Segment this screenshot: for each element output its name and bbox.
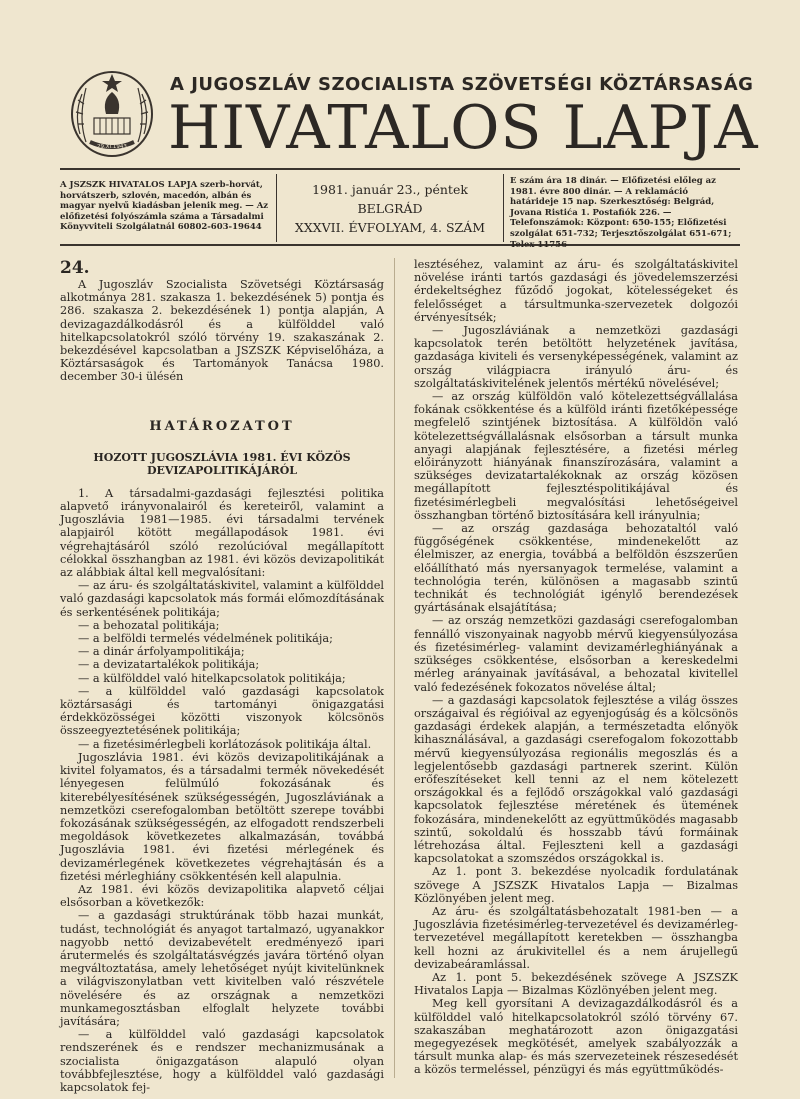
decision-number: 24. (60, 258, 90, 278)
issue-volume: XXXVII. ÉVFOLYAM, 4. SZÁM (294, 220, 486, 235)
left-column (60, 258, 384, 1094)
paragraph: — a gazdasági struktúrának több hazai munkát, tudást, technológiát és anyagot tartalmazó, ugyanakkor nagyobb nettó devizabevételt eredményező ipari árutermelés és szolgáltatásvégzés javára történő olyan megváltoztatása, amely lehetőséget nyújt kivitelünknek a világviszonylatban vett kivitelben való részvétele növelésére és az országnak a nemzetközi munkamegosztásban elfoglalt helyzete további javítására; (60, 909, 384, 1028)
publisher-info: A JSZSZK HIVATALOS LAPJA szerb-horvát, horvátszerb, szlovén, macedón, albán és magyar nyelvű kiadásban jelenik meg. — Az előfizetési folyószámla száma a Társadalmi Könyvviteli Szolgálatnál 60802-603-19644 (60, 180, 269, 232)
paragraph: lesztéséhez, valamint az áru- és szolgáltatáskivitel növelése iránti tartós gazdasági és jövedelemszerzési érdekeltséghez fűződő jogokat, kötelességeket és felelősséget a társultmunka-szervezetek dolgozói érvényesítsék; (414, 258, 738, 324)
paragraph: — Jugoszláviának a nemzetközi gazdasági kapcsolatok terén betöltött helyzetének javítása, gazdasága kiviteli és versenyképességének, valamint az ország világpiacra irányuló áru- és szolgáltatáskivitelének jelentős mértékű növelésével; (414, 324, 738, 390)
paragraph: — a külfölddel való gazdasági kapcsolatok köztársasági és tartományi önigazgatási érdekközösségei közötti viszonyok kölcsönös összeegyeztetésének politikája; (60, 684, 384, 738)
decision-heading: HATÁROZATOT (149, 418, 295, 434)
emblem-date-text: 29.XI.1943 (97, 144, 127, 150)
paragraph: Jugoszlávia 1981. évi közös devizapolitikájának a kivitel folyamatos, és a társadalmi termék növekedését lényegesen felülmúló fokozásának és kiterebélyesítésének szükségességén, Jugoszláviának a nemzetközi cserefogalomban betöltött szerepe további fokozásának szükségességén, az elfogadott rendszerbeli megoldások következetes alkalmazásán, továbbá Jugoszlávia 1981. évi fizetési mérlegének és devizamérlegének következetes végrehajtásán és a fizetési mérleghiány csökkentésén kell alapulnia. (60, 750, 384, 883)
state-emblem-icon (66, 64, 158, 160)
paragraph: 1. A társadalmi-gazdasági fejlesztési politika alapvető irányvonalairól és kereteiről, valamint a Jugoszlávia 1981—1985. évi társadalmi tervének alapjairól kötött megállapodások 1981. évi végrehajtásáról szóló rezolúcióval megállapított célokkal összhangban az 1981. évi közös devizapolitikát az alábbiak által kell megvalósítani: (60, 486, 384, 580)
issue-place: BELGRÁD (357, 201, 423, 216)
paragraph: — a külfölddel való hitelkapcsolatok politikája; (78, 671, 346, 685)
paragraph: Az áru- és szolgáltatásbehozatalt 1981-ben — a Jugoszlávia fizetésimérleg-tervezetével és devizamérleg-tervezetével megállapított keretekben — összhangba kell hozni az árukivitellel és a nem árujellegű devizabeáramlással. (414, 904, 738, 971)
paragraph: — a dinár árfolyampolitikája; (78, 645, 245, 659)
paragraph: — a devizatartalékok politikája; (78, 658, 260, 672)
state-name: A JUGOSZLÁV SZOCIALISTA SZÖVETSÉGI KÖZTÁRSASÁG (170, 74, 754, 95)
price-info: E szám ára 18 dinár. — Előfizetési előleg az 1981. évre 800 dinár. — A reklamáció határideje 15 nap. Szerkesztőség: Belgrád, Jovana Ristića 1. Postafiók 226. — Telefonszámok: Központ: 650-155; Előfizetési szolgálat 651-732; Terjesztőszolgálat 651-671; Telex 11756 (510, 176, 732, 250)
paragraph: Meg kell gyorsítani A devizagazdálkodásról és a külfölddel való hitelkapcsolatokról szóló törvény 67. szakaszában meghatározott azon önigazgatási megegyezések megkötését, amelyek szabályozzák a társult munka alap- és más szervezeteinek részesedését a közös termeléssel, pénzügyi és más együttműködés- (414, 997, 738, 1077)
masthead-divider (276, 174, 277, 242)
decision-subheading: HOZOTT JUGOSZLÁVIA 1981. ÉVI KÖZÖS DEVIZAPOLITIKÁJÁRÓL (93, 450, 351, 477)
masthead-rule-top (60, 168, 740, 170)
paragraph: Az 1. pont 5. bekezdésének szövege A JSZSZK Hivatalos Lapja — Bizalmas Közlönyében jelent meg. (414, 970, 738, 998)
decision-intro: A Jugoszláv Szocialista Szövetségi Köztársaság alkotmánya 281. szakasza 1. bekezdésének 5) pontja és 286. szakasza 2. bekezdésének 1) pontja alapján, A devizagazdálkodásról és a külfölddel való hitelkapcsolatokról szóló törvény 19. szakaszának 2. bekezdésével kapcsolatban a JSZSZK Képviselőháza, a Köztársaságok és Tartományok Tanácsa 1980. december 30-i ülésén (60, 278, 384, 384)
paragraph: — a fizetésimérlegbeli korlátozások politikája által. (78, 737, 372, 751)
column-divider (394, 258, 395, 1078)
paragraph: Az 1981. évi közös devizapolitika alapvető céljai elsősorban a következők: (60, 882, 384, 910)
paragraph: — a gazdasági kapcsolatok fejlesztése a világ összes országaival és régióival az egyenjogúság és a kölcsönös gazdasági érdekek alapján, a természetadta előnyök kihasználásával, a gazdasági cserefogalom fokozottabb mérvű kiegyensúlyozása regionális megoszlás és a legjelentősebb gazdasági partnerek szerint. Külön erőfeszítéseket kell tenni az el nem kötelezett országokkal és a fejlődő országokkal való gazdasági kapcsolatok fejlesztése méretének és ütemének fokozására, mindenekelőtt az együttműködés magasabb szintű, sokoldalú és hosszabb távú formáinak létrehozása által. Fejleszteni kell a gazdasági kapcsolatokat a szomszédos országokkal is. (414, 693, 738, 866)
paragraph: — a behozatal politikája; (78, 618, 220, 632)
issue-date: 1981. január 23., péntek (312, 182, 468, 197)
right-column (414, 258, 738, 1077)
paragraph: — a külfölddel való gazdasági kapcsolatok rendszerének és e rendszer mechanizmusának a szocialista önigazgatáson alapuló olyan továbbfejlesztése, hogy a külfölddel való gazdasági kapcsolatok fej- (60, 1028, 384, 1094)
paragraph: Az 1. pont 3. bekezdése nyolcadik fordulatának szövege A JSZSZK Hivatalos Lapja — Bizalmas Közlönyében jelent meg. (414, 865, 738, 905)
gazette-title: HIVATALOS LAPJA (168, 93, 759, 163)
paragraph: — a belföldi termelés védelmének politikája; (78, 632, 333, 646)
issue-info (280, 180, 500, 237)
masthead-divider (503, 174, 504, 242)
paragraph: — az ország külföldön való kötelezettségvállalása fokának csökkentése és a külföld iránti fizetőképessége megfelelő szintjének biztosítása. A külföldön való kötelezettségvállalásnak elsősorban a társult munka anyagi alapjának fejlesztésére, a fizetési mérleg előirányzott hiányának finanszírozására, valamint a szükséges devizatartalékoknak az ország közösen megállapított fejlesztéspolitikájával és fizetésimérlegbeli megvalósítási lehetőségeivel összhangban történő biztosítására kell irányulnia; (414, 390, 738, 522)
paragraph: — az áru- és szolgáltatáskivitel, valamint a külfölddel való gazdasági kapcsolatok más formái előmozdításának és serkentésének politikája; (60, 579, 384, 619)
paragraph: — az ország nemzetközi gazdasági cserefogalomban fennálló viszonyainak nagyobb mérvű kiegyensúlyozása és fizetésimérleg- valamint devizamérleghiányának a szükséges csökkentése, elsősorban a kereskedelmi mérleg arányainak javításával, a behozatal kivitellel való fedezésének fokozatos növelése által; (414, 614, 738, 694)
paragraph: — az ország gazdasága behozataltól való függőségének csökkentése, mindenekelőtt az élelmiszer, az energia, továbbá a belföldön észszerűen előállítható más nyersanyagok termelése, valamint a technológia terén, különösen a magasabb szintű technikát és technológiát igénylő berendezések gyártásának elsajátítása; (414, 522, 738, 615)
